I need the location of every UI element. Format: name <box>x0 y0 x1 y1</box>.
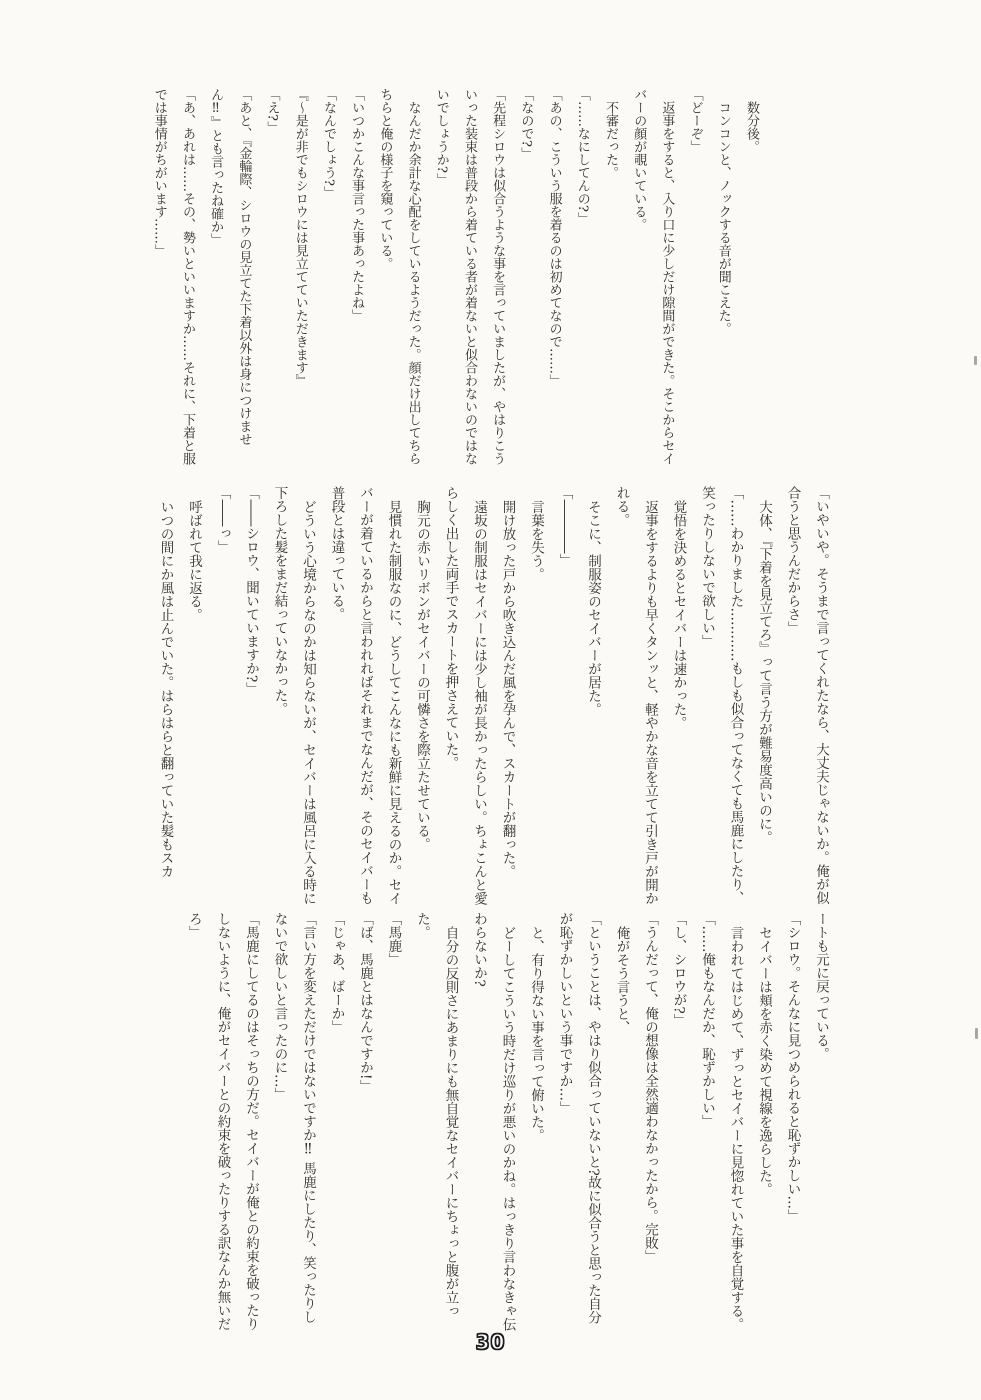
scan-speck <box>974 356 977 365</box>
narration-line: 言われてはじめて、ずっとセイバーに見惚れていた事を自覚する。 <box>727 925 744 1331</box>
dialogue-line: 「どーぞ」 <box>687 88 703 153</box>
narration-line: どういう心境からなのかは知らないが、セイバーは風呂に入る時に下ろした髪をまだ結っていなかった。 <box>271 486 316 905</box>
dialogue-line: 「馬鹿」 <box>385 912 402 966</box>
narration-line: そこに、制服姿のセイバーが居た。 <box>585 499 601 716</box>
narration-line: 返事をするよりも早くタンッと、軽やかな音を立てて引き戸が開かれる。 <box>613 486 658 905</box>
narration-line: なんだか余計な心配をしているようだった。顔だけ出してちらちらと俺の様子を窺っている。 <box>377 88 421 465</box>
narration-line: と、有り得ない事を言って俯いた。 <box>528 925 544 1142</box>
dialogue-line: 「――シロウ、聞いていますか?」 <box>243 486 259 696</box>
narration-line: 数分後。 <box>744 101 759 153</box>
dialogue-line: 「じゃあ、ばーか」 <box>328 912 345 1034</box>
narration-line: 呼ばれて我に返る。 <box>186 499 202 621</box>
narration-line: セイバーは頬を赤く染めて視線を逸らした。 <box>756 925 772 1196</box>
narration-line: 大体、『下着を見立てろ』って言う方が難易度高いのに。 <box>756 499 772 844</box>
narration-line: 遠坂の制服はセイバーには少し袖が長かったらしい。ちょこんと愛らしく出した両手でスカートを押さえていた。 <box>442 486 487 905</box>
text-tier-top <box>145 88 765 466</box>
dialogue-line: 「――っ」 <box>214 486 231 554</box>
dialogue-line: 「え?」 <box>264 88 280 134</box>
narration-line: 返事をすると、入り口に少しだけ隙間ができた。そこからセイバーの顔が覗いている。 <box>631 88 675 465</box>
dialogue-line: 「……なにしてんの?」 <box>574 88 590 225</box>
scan-speck <box>975 1028 978 1039</box>
dialogue-line: 「うんだって、俺の想像は全然適わなかったから。完敗」 <box>642 912 658 1263</box>
narration-line: 開け放った戸から吹き込んだ風を孕んで、スカートが翻った。 <box>499 499 516 878</box>
narration-line: いつの間にか風は止んでいた。はらはらと翻っていた髪もスカ <box>157 499 174 878</box>
dialogue-line: 「……わかりました…………もしも似合ってなくても馬鹿にしたり、笑ったりしないで欲しい」 <box>699 486 744 905</box>
dialogue-line: 「いやいや。そうまで言ってくれたなら、大丈夫じゃないか。俺が似合うと思うんだからさ」 <box>784 486 829 905</box>
text-tier-middle <box>151 486 835 910</box>
narration-line: 不審だった。 <box>602 101 618 179</box>
dialogue-line: 「馬鹿にしてるのはそっちの方だ。セイバーが俺との約束を破ったりしないように、俺がセイバーとの約束を破ったりする訳なんか無いだろ」 <box>186 912 259 1331</box>
dialogue-line: 「ば、馬鹿とはなんですか!」 <box>357 912 373 1093</box>
narration-line: コンコンと、ノックする音が聞こえた。 <box>715 101 731 335</box>
dialogue-line: 「し、シロウが?」 <box>670 912 687 1028</box>
dialogue-line: 「なので?」 <box>518 88 534 160</box>
narration-line: 俺がそう言うと、 <box>613 925 630 1034</box>
dialogue-line: 「言い方を変えただけではないですか‼ 馬鹿にしたり、笑ったりしないで欲しいと言ったのに…」 <box>271 912 316 1324</box>
dialogue-line: 「あ、あれは……その、勢いといいますか……それに、下着と服では事情がちがいます……」 <box>151 88 195 465</box>
dialogue-line: 「シロウ。そんなに見つめられると恥ずかしい…」 <box>784 912 801 1223</box>
dialogue-line: 「――――」 <box>556 486 573 567</box>
page-number: 30 <box>475 1330 506 1354</box>
dialogue-line: 「あと、『金輪際、シロウの見立てた下着以外は身につけません‼』とも言ったね確か」 <box>208 88 252 446</box>
narration-line: 自分の反則さにあまりにも無自覚なセイバーにちょっと腹が立った。 <box>414 912 459 1317</box>
dialogue-line: 「ということは、やはり似合っていないと?故に似合うと思った自分が恥ずかしいという事ですか…」 <box>556 912 601 1325</box>
dialogue-line: 「いつかこんな事言った事あったよね」 <box>349 88 365 322</box>
narration-line: 言葉を失う。 <box>528 499 544 581</box>
text-tier-bottom <box>180 912 836 1336</box>
dialogue-line: 『〜是が非でもシロウには見立てていただきます』 <box>292 88 308 387</box>
narration-line: どーしてこういう時だけ巡りが悪いのかね。はっきり言わなきゃ伝わらないか? <box>471 912 516 1331</box>
narration-line: ートも元に戻っている。 <box>813 912 829 1061</box>
dialogue-line: 「先程シロウは似合うような事を言っていましたが、やはりこういった装束は普段から着ている者が着ないと似合わないのではないでしょうか?」 <box>433 88 506 465</box>
dialogue-line: 「あの、こういう服を着るのは初めてなので……」 <box>546 88 562 387</box>
narration-line: 覚悟を決めるとセイバーは速かった。 <box>670 499 687 729</box>
narration-line: 胸元の赤いリボンがセイバーの可憐さを際立たせている。 <box>414 499 430 851</box>
dialogue-line: 「……俺もなんだか、恥ずかしい」 <box>699 912 715 1128</box>
narration-line: 見慣れた制服なのに、どうしてこんなにも新鮮に見えるのか。セイバーが着ているからと言われればそれまでなんだが、そのセイバーも普段とは違っている。 <box>328 486 402 905</box>
dialogue-line: 「なんでしょう?」 <box>320 88 336 199</box>
